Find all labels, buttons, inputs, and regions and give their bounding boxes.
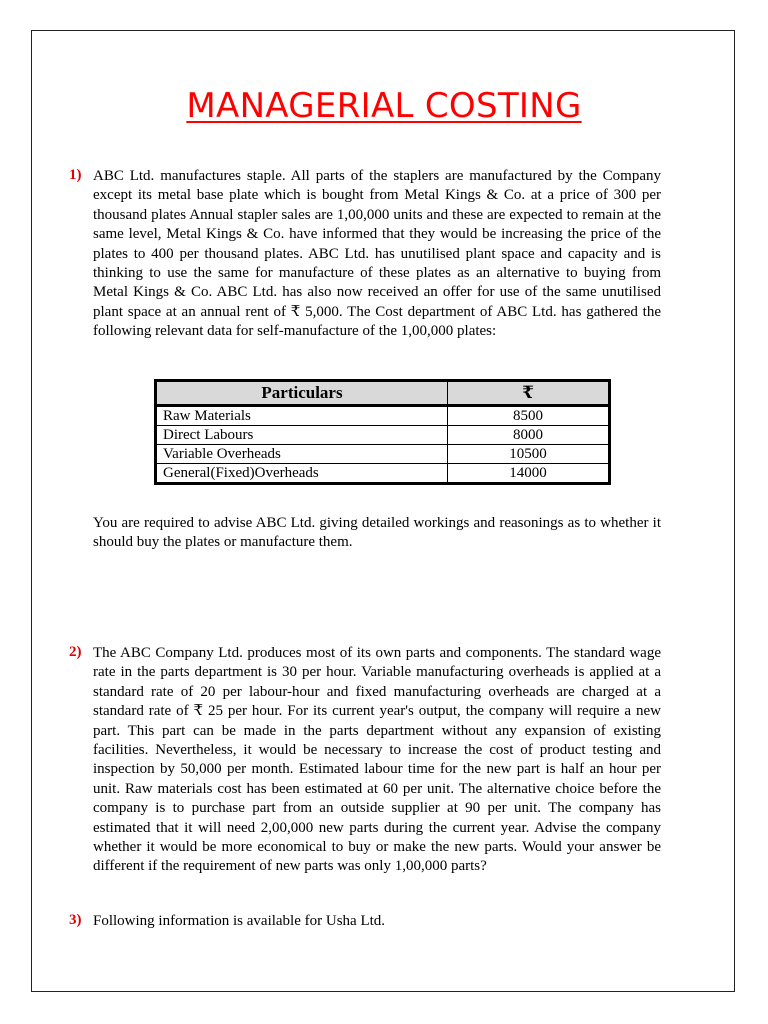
table-cell-amount: 14000 xyxy=(448,464,610,484)
question-2-number: 2) xyxy=(69,644,82,660)
table-cell-particular: General(Fixed)Overheads xyxy=(156,464,448,484)
table-cell-amount: 10500 xyxy=(448,445,610,464)
table-header-row xyxy=(156,381,610,406)
table-cell-particular: Variable Overheads xyxy=(156,445,448,464)
question-1-followup: You are required to advise ABC Ltd. giving detailed workings and reasonings as to whether it should buy the plates or manufacture them. xyxy=(93,515,661,551)
cost-data-table xyxy=(154,379,611,485)
table-header-particulars: Particulars xyxy=(156,381,448,406)
question-3-text: Following information is available for Usha Ltd. xyxy=(93,913,386,929)
table-row xyxy=(156,406,610,426)
question-2-text: The ABC Company Ltd. produces most of its own parts and components. The standard wage rate in the parts department is 30 per hour. Variable manufacturing overheads is applied at a standard rate of 20 per labour-hour and fixed manufacturing overheads are charged at a standard rate of ₹ 25 per hour. For its current year's output, the company will require a new part. This part can be made in the parts department without any expansion of existing facilities. Nevertheless, it would be necessary to increase the cost of product testing and inspection by 50,000 per month. Estimated labour time for the new part is half an hour per unit. Raw materials cost has been estimated at 60 per unit. The alternative choice before the company is to purchase part from an outside supplier at 90 per unit. The company has estimated that it will need 2,00,000 new parts during the current year. Advise the company whether it would be more economical to buy or make the new parts. Would your answer be different if the requirement of new parts was only 1,00,000 parts? xyxy=(93,645,661,875)
question-1-number: 1) xyxy=(69,167,82,183)
table-cell-particular: Direct Labours xyxy=(156,426,448,445)
page-title: MANAGERIAL COSTING xyxy=(186,86,582,126)
table-row xyxy=(156,464,610,484)
question-1-text: ABC Ltd. manufactures staple. All parts of the staplers are manufactured by the Company except its metal base plate which is bought from Metal Kings & Co. at a price of 300 per thousand plates Annual stapler sales are 1,00,000 units and these are expected to remain at the same level, Metal Kings & Co. have informed that they would be increasing the price of the plates to 400 per thousand plates. ABC Ltd. has unutilised plant space and capacity and is thinking to use the same for manufacture of these plates as an alternative to buying from Metal Kings & Co. ABC Ltd. has also now received an offer for use of the same unutilised plant space at an annual rent of ₹ 5,000. The Cost department of ABC Ltd. has gathered the following relevant data for self-manufacture of the 1,00,000 plates: xyxy=(93,168,661,340)
table-row xyxy=(156,445,610,464)
table-cell-particular: Raw Materials xyxy=(156,406,448,426)
table-cell-amount: 8000 xyxy=(448,426,610,445)
question-3-number: 3) xyxy=(69,912,82,928)
table-header-amount: ₹ xyxy=(448,381,610,406)
table-row xyxy=(156,426,610,445)
table-cell-amount: 8500 xyxy=(448,406,610,426)
